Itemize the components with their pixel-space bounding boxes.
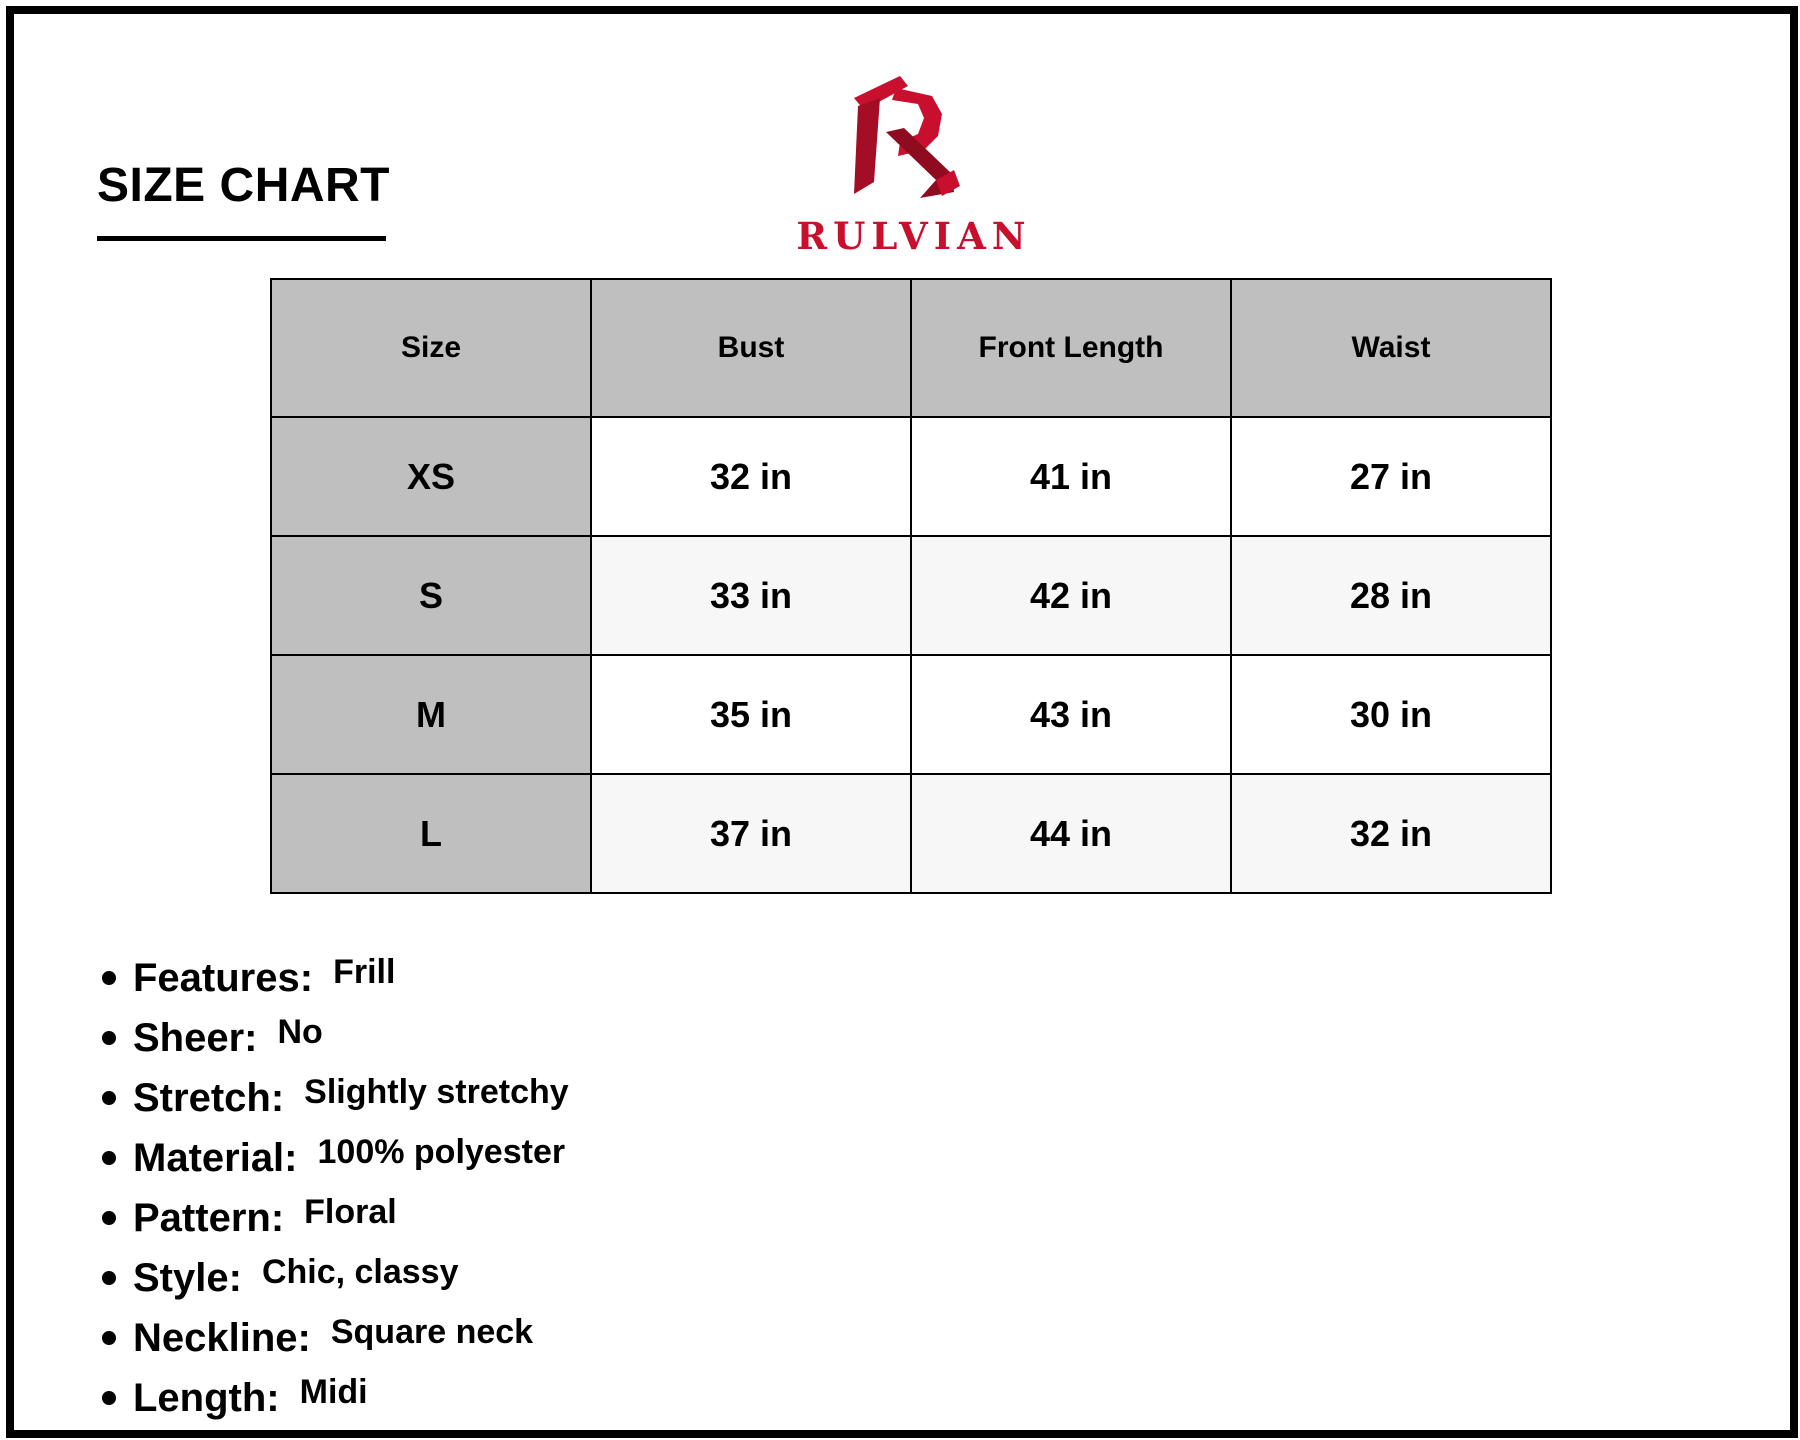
table-header-row [271, 279, 1551, 417]
product-specs-list [102, 948, 569, 1428]
size-chart-card [14, 14, 1790, 1430]
bullet-icon [102, 1271, 116, 1285]
spec-label: Length: [133, 1375, 280, 1420]
table-row [271, 417, 1551, 536]
bust-cell: 37 in [591, 774, 911, 893]
spec-value: Chic, classy [261, 1252, 459, 1291]
table-row [271, 655, 1551, 774]
bullet-icon [102, 971, 116, 985]
size-cell: L [271, 774, 591, 893]
spec-label: Features: [133, 955, 314, 1000]
spec-item-pattern [102, 1188, 569, 1248]
spec-item-features [102, 948, 569, 1008]
spec-item-length [102, 1368, 569, 1428]
spec-item-sheer [102, 1008, 569, 1068]
bullet-icon [102, 1211, 116, 1225]
bust-cell: 35 in [591, 655, 911, 774]
spec-item-material [102, 1128, 569, 1188]
spec-value: 100% polyester [317, 1132, 566, 1171]
column-header-size: Size [271, 279, 591, 417]
spec-item-neckline [102, 1308, 569, 1368]
spec-value: No [277, 1012, 323, 1051]
brand-logo [774, 70, 1054, 270]
size-table [270, 278, 1552, 894]
size-cell: XS [271, 417, 591, 536]
spec-label: Sheer: [133, 1015, 258, 1060]
bullet-icon [102, 1091, 116, 1105]
spec-item-stretch [102, 1068, 569, 1128]
bullet-icon [102, 1151, 116, 1165]
spec-item-style [102, 1248, 569, 1308]
bullet-icon [102, 1331, 116, 1345]
bullet-icon [102, 1031, 116, 1045]
spec-value: Square neck [330, 1312, 534, 1351]
column-header-waist: Waist [1231, 279, 1551, 417]
table-row [271, 774, 1551, 893]
spec-label: Neckline: [133, 1315, 311, 1360]
column-header-front-length: Front Length [911, 279, 1231, 417]
bullet-icon [102, 1391, 116, 1405]
table-row [271, 536, 1551, 655]
spec-label: Style: [133, 1255, 242, 1300]
spec-value: Slightly stretchy [304, 1072, 569, 1111]
column-header-bust: Bust [591, 279, 911, 417]
waist-cell: 32 in [1231, 774, 1551, 893]
spec-value: Floral [304, 1192, 397, 1231]
size-cell: M [271, 655, 591, 774]
waist-cell: 28 in [1231, 536, 1551, 655]
size-cell: S [271, 536, 591, 655]
page-title: SIZE CHART [97, 159, 390, 212]
waist-cell: 30 in [1231, 655, 1551, 774]
page-frame [6, 6, 1798, 1438]
bust-cell: 33 in [591, 536, 911, 655]
spec-value: Midi [299, 1372, 368, 1411]
title-underline [97, 236, 386, 241]
spec-label: Stretch: [133, 1075, 285, 1120]
waist-cell: 27 in [1231, 417, 1551, 536]
brand-name: RULVIAN [796, 214, 1032, 258]
front-length-cell: 43 in [911, 655, 1231, 774]
spec-value: Frill [333, 952, 396, 991]
front-length-cell: 44 in [911, 774, 1231, 893]
spec-label: Pattern: [133, 1195, 285, 1240]
front-length-cell: 41 in [911, 417, 1231, 536]
front-length-cell: 42 in [911, 536, 1231, 655]
bust-cell: 32 in [591, 417, 911, 536]
brand-monogram-icon [834, 70, 974, 210]
spec-label: Material: [133, 1135, 298, 1180]
